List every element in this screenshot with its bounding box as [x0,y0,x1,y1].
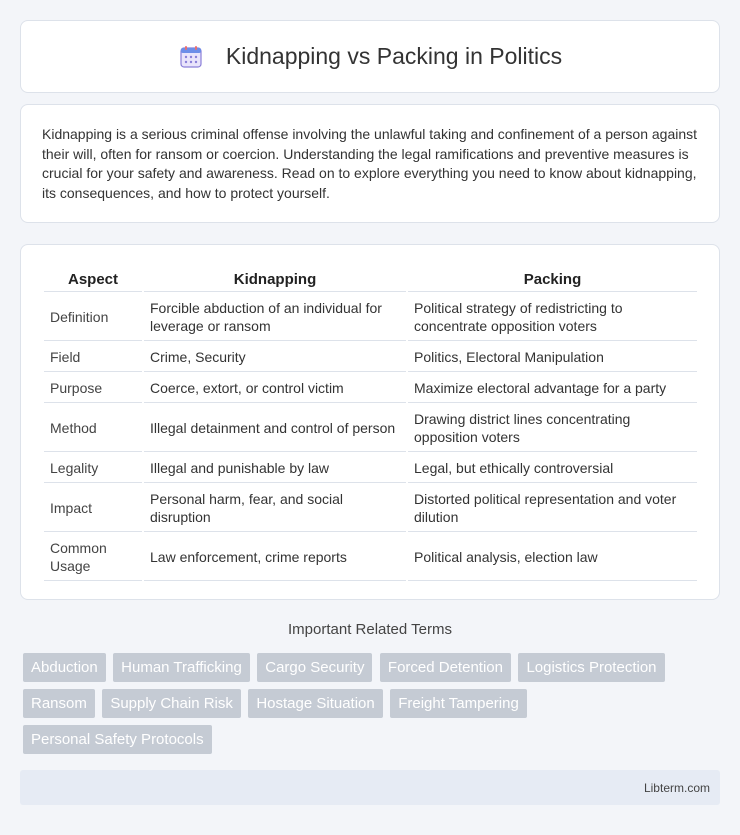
tag-cargo-security[interactable]: Cargo Security [257,653,372,682]
footer [20,770,720,805]
tag-forced-detention[interactable]: Forced Detention [380,653,511,682]
row-packing: Political analysis, election law [408,534,697,581]
row-kidnapping: Personal harm, fear, and social disruption [144,485,406,532]
table-row [44,485,697,532]
table-row [44,294,697,341]
tag-freight-tampering[interactable]: Freight Tampering [390,689,527,718]
row-aspect: Legality [44,454,142,483]
row-aspect: Method [44,405,142,452]
row-packing: Maximize electoral advantage for a party [408,374,697,403]
comparison-table [42,266,699,583]
row-kidnapping: Forcible abduction of an individual for leverage or ransom [144,294,406,341]
related-terms-title: Important Related Terms [288,621,452,638]
row-kidnapping: Illegal detainment and control of person [144,405,406,452]
row-aspect: Common Usage [44,534,142,581]
row-packing: Drawing district lines concentrating opposition voters [408,405,697,452]
table-row [44,534,697,581]
row-packing: Politics, Electoral Manipulation [408,343,697,372]
intro-text: Kidnapping is a serious criminal offense involving the unlawful taking and confinement of a person against their will, often for ransom or coercion. Understanding the legal ramifications and preventive measures is crucial for your safety and awareness. Read on to explore everything you need to know about kidnapping, its consequences, and how to protect yourself. [42,126,698,201]
footer-link[interactable]: Libterm.com [643,780,710,795]
tag-hostage-situation[interactable]: Hostage Situation [248,689,382,718]
table-row [44,343,697,372]
comparison-card [20,244,720,600]
row-aspect: Field [44,343,142,372]
header-kidnapping: Kidnapping [144,268,406,292]
table-header-row [44,268,697,292]
related-terms-list [23,653,723,761]
row-kidnapping: Law enforcement, crime reports [144,534,406,581]
row-packing: Political strategy of redistricting to concentrate opposition voters [408,294,697,341]
row-kidnapping: Crime, Security [144,343,406,372]
tag-human-trafficking[interactable]: Human Trafficking [113,653,250,682]
header-aspect: Aspect [44,268,142,292]
tag-personal-safety-protocols[interactable]: Personal Safety Protocols [23,725,212,754]
tag-logistics-protection[interactable]: Logistics Protection [518,653,664,682]
intro-card [20,104,720,223]
row-packing: Legal, but ethically controversial [408,454,697,483]
table-row [44,405,697,452]
calendar-icon [178,44,204,70]
table-row [44,374,697,403]
row-kidnapping: Coerce, extort, or control victim [144,374,406,403]
tag-ransom[interactable]: Ransom [23,689,95,718]
tag-abduction[interactable]: Abduction [23,653,106,682]
header-packing: Packing [408,268,697,292]
page-title: Kidnapping vs Packing in Politics [225,43,563,69]
row-packing: Distorted political representation and voter dilution [408,485,697,532]
title-card [20,20,720,93]
row-aspect: Impact [44,485,142,532]
row-aspect: Definition [44,294,142,341]
row-aspect: Purpose [44,374,142,403]
table-row [44,454,697,483]
tag-supply-chain-risk[interactable]: Supply Chain Risk [102,689,241,718]
row-kidnapping: Illegal and punishable by law [144,454,406,483]
